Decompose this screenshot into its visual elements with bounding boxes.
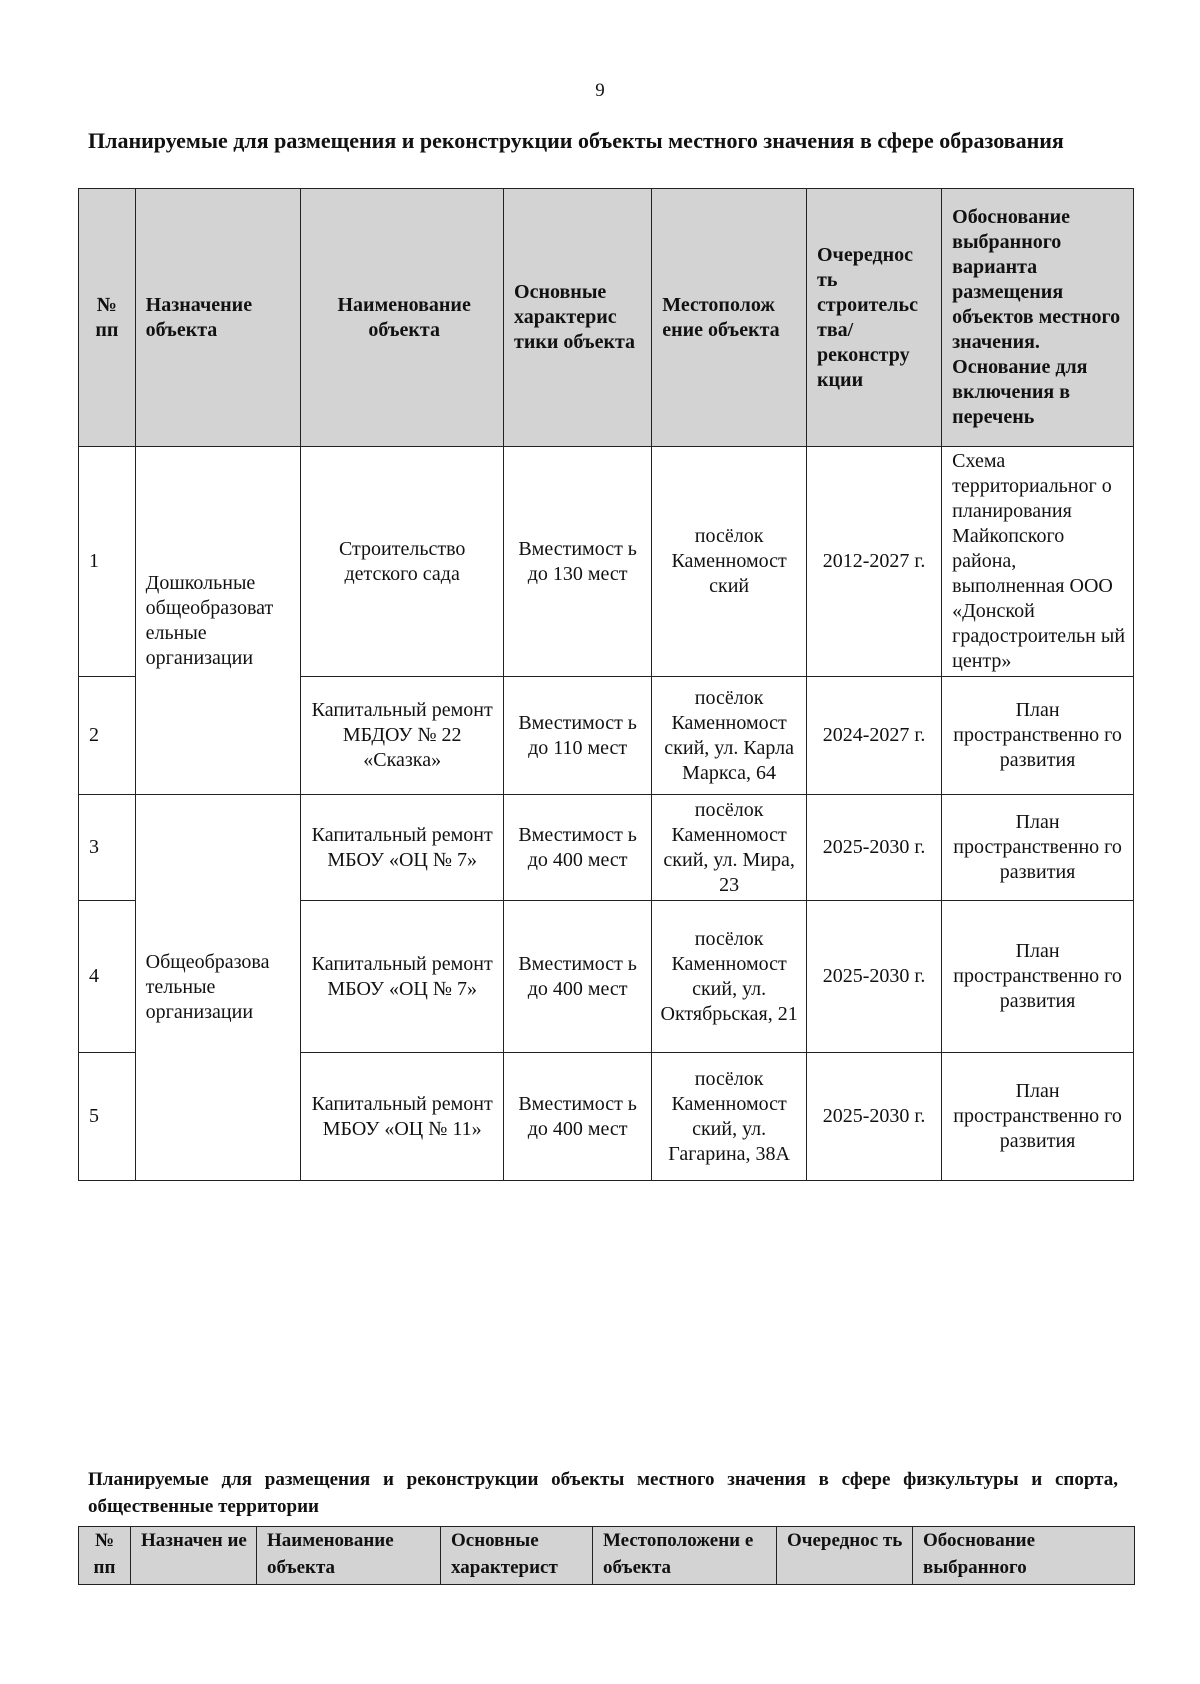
row-name: Капитальный ремонт МБДОУ № 22 «Сказка»	[301, 677, 504, 795]
header-purpose: Назначен ие	[131, 1527, 257, 1585]
row-specs: Вместимост ь до 400 мест	[504, 1053, 652, 1181]
row-num: 5	[79, 1053, 136, 1181]
row-num: 4	[79, 901, 136, 1053]
row-basis: План пространственно го развития	[942, 795, 1134, 901]
row-basis: План пространственно го развития	[942, 901, 1134, 1053]
row-purpose: Общеобразова тельные организации	[135, 795, 301, 1181]
row-name: Строительство детского сада	[301, 447, 504, 677]
row-location: посёлок Каменномост ский, ул. Октябрьская, 21	[652, 901, 807, 1053]
header-specs: Основные характерис тики объекта	[504, 189, 652, 447]
table-row	[79, 447, 1134, 677]
header-location: Местополож ение объекта	[652, 189, 807, 447]
header-specs: Основные характерист	[441, 1527, 593, 1585]
row-basis: План пространственно го развития	[942, 1053, 1134, 1181]
row-num: 1	[79, 447, 136, 677]
row-purpose: Дошкольные общеобразоват ельные организации	[135, 447, 301, 795]
row-name: Капитальный ремонт МБОУ «ОЦ № 7»	[301, 901, 504, 1053]
row-order: 2025-2030 г.	[807, 1053, 942, 1181]
row-location: посёлок Каменномост ский, ул. Гагарина, 38А	[652, 1053, 807, 1181]
row-location: посёлок Каменномост ский, ул. Карла Маркса, 64	[652, 677, 807, 795]
section-heading-sport: Планируемые для размещения и реконструкции объекты местного значения в сфере физкультуры и спорта, общественные территории	[88, 1469, 1118, 1517]
row-order: 2012-2027 г.	[807, 447, 942, 677]
header-num: № пп	[79, 189, 136, 447]
header-basis: Обоснование выбранного	[913, 1527, 1135, 1585]
header-order: Очереднос ть	[777, 1527, 913, 1585]
header-order: Очереднос ть строительс тва/ реконстру кции	[807, 189, 942, 447]
header-num: № пп	[79, 1527, 131, 1585]
row-specs: Вместимост ь до 110 мест	[504, 677, 652, 795]
education-objects-table	[78, 188, 1134, 1181]
row-specs: Вместимост ь до 400 мест	[504, 901, 652, 1053]
header-name: Наименование объекта	[301, 189, 504, 447]
page-number: 9	[595, 80, 605, 101]
row-num: 3	[79, 795, 136, 901]
header-basis: Обоснование выбранного варианта размещения объектов местного значения. Основание для включения в перечень	[942, 189, 1134, 447]
sport-objects-table	[78, 1526, 1135, 1585]
header-name: Наименование объекта	[257, 1527, 441, 1585]
table-header-row	[79, 1527, 1135, 1585]
row-location: посёлок Каменномост ский, ул. Мира, 23	[652, 795, 807, 901]
section-heading-education: Планируемые для размещения и реконструкции объекты местного значения в сфере образования	[88, 128, 1064, 153]
row-order: 2025-2030 г.	[807, 795, 942, 901]
row-location: посёлок Каменномост ский	[652, 447, 807, 677]
row-name: Капитальный ремонт МБОУ «ОЦ № 11»	[301, 1053, 504, 1181]
header-location: Местоположени е объекта	[593, 1527, 777, 1585]
row-basis: План пространственно го развития	[942, 677, 1134, 795]
row-order: 2025-2030 г.	[807, 901, 942, 1053]
row-specs: Вместимост ь до 400 мест	[504, 795, 652, 901]
row-basis: Схема территориальног о планирования Майкопского района, выполненная ООО «Донской градостроительн ый центр»	[942, 447, 1134, 677]
row-name: Капитальный ремонт МБОУ «ОЦ № 7»	[301, 795, 504, 901]
row-specs: Вместимост ь до 130 мест	[504, 447, 652, 677]
table-header-row	[79, 189, 1134, 447]
table-row	[79, 795, 1134, 901]
row-order: 2024-2027 г.	[807, 677, 942, 795]
header-purpose: Назначение объекта	[135, 189, 301, 447]
row-num: 2	[79, 677, 136, 795]
